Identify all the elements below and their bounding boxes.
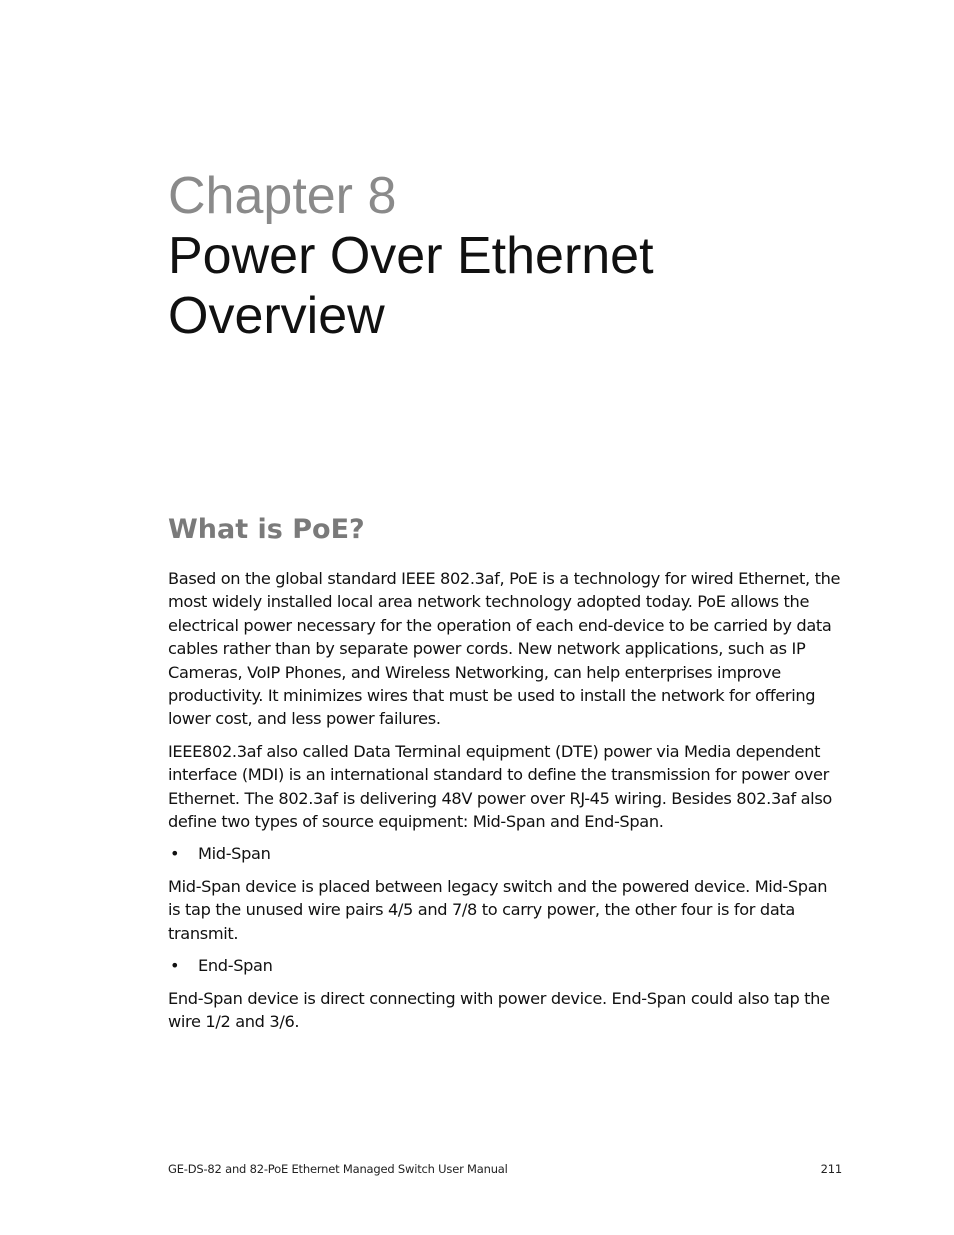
paragraph-poe-intro: Based on the global standard IEEE 802.3af, PoE is a technology for wired Ethernet, the most widely installed local area network technology adopted today. PoE allows the electrical power necessary for the operation of each end-device to be carried by data cables rather than by separate power cords. New network applications, such as IP Cameras, VoIP Phones, and Wireless Networking, can help enterprises improve productivity. It minimizes wires that must be used to install the network for offering lower cost, and less power failures.: [168, 569, 841, 729]
paragraph-ieee-standard: IEEE802.3af also called Data Terminal equipment (DTE) power via Media dependent interface (MDI) is an international standard to define the transmission for power over Ethernet. The 802.3af is delivering 48V power over RJ-45 wiring. Besides 802.3af also define two types of source equipment: Mid-Span and End-Span.: [168, 741, 832, 832]
section-heading: What is PoE?: [168, 514, 365, 545]
paragraph-mid-span: Mid-Span device is placed between legacy switch and the powered device. Mid-Span is tap the unused wire pairs 4/5 and 7/8 to carry power, the other four is for data transmit.: [168, 876, 828, 943]
bullet-label: Mid-Span: [198, 844, 271, 864]
footer-page-number: 211: [820, 1162, 842, 1176]
page-footer: [168, 1162, 842, 1176]
bullet-label: End-Span: [198, 956, 273, 976]
chapter-label: Chapter 8: [168, 167, 397, 225]
bullet-item-end-span: [168, 954, 844, 977]
chapter-title-line1: Power Over Ethernet: [168, 227, 654, 285]
chapter-title: [168, 226, 808, 346]
paragraph-end-span: End-Span device is direct connecting with power device. End-Span could also tap the wire 1/2 and 3/6.: [168, 988, 830, 1031]
chapter-title-line2: Overview: [168, 287, 385, 345]
section-body: [168, 567, 844, 1042]
bullet-icon: •: [170, 956, 180, 976]
bullet-item-mid-span: [168, 842, 844, 865]
bullet-icon: •: [170, 844, 180, 864]
footer-manual-title: GE-DS-82 and 82-PoE Ethernet Managed Switch User Manual: [168, 1162, 508, 1176]
